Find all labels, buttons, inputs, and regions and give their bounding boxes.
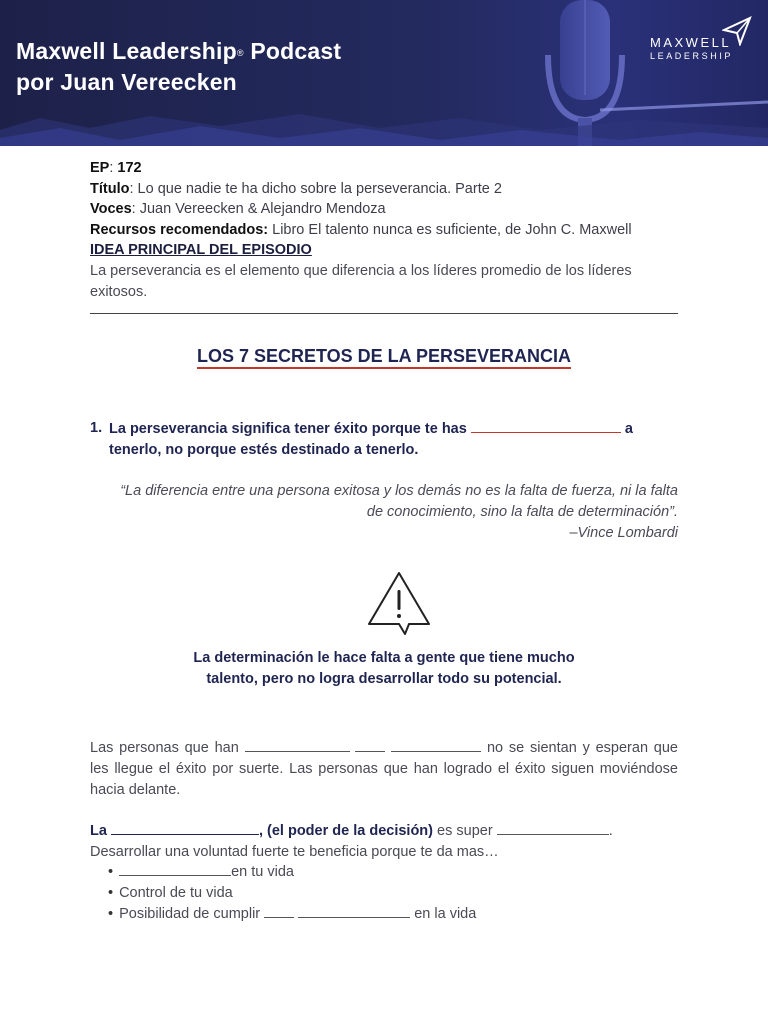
main-idea-heading: IDEA PRINCIPAL DEL EPISODIO — [90, 242, 312, 258]
fill-blank[interactable] — [471, 418, 621, 433]
fill-blank[interactable] — [497, 821, 609, 835]
recommended-resources: Recursos recomendados: Libro El talento nunca es suficiente, de John C. Maxwell — [90, 221, 632, 238]
lombardi-quote: “La diferencia entre una persona exitosa y los demás no es la falta de fuerza, ni la falta de conocimiento, sino la falta de determinación”. –Vince Lombardi — [120, 483, 678, 541]
secret-1: 1. La perseverancia significa tener éxito porque te has a tenerlo, no porque estés destinado a tenerlo. — [90, 420, 633, 458]
fill-blank[interactable] — [245, 738, 350, 752]
benefits-list — [108, 862, 476, 925]
fill-blank[interactable] — [391, 738, 481, 752]
paragraph-persons: Las personas que han no se sientan y esperan que les llegue el éxito por suerte. Las personas que han logrado el éxito siguen moviéndose hacia delante. — [90, 740, 678, 798]
podcast-title: Maxwell Leadership® Podcast por Juan Vereecken — [16, 38, 342, 95]
episode-info — [90, 158, 678, 314]
paragraph-decision: La , (el poder de la decisión) es super . Desarrollar una voluntad fuerte te beneficia porque te da mas… — [90, 821, 678, 863]
maxwell-leadership-logo: MAXWELL LEADERSHIP — [650, 35, 734, 61]
section-title: LOS 7 SECRETOS DE LA PERSEVERANCIA — [0, 346, 768, 367]
episode-number: EP: 172 — [90, 160, 142, 176]
main-idea-text: La perseverancia es el elemento que diferencia a los líderes promedio de los líderes exitosos. — [90, 263, 632, 300]
fill-blank[interactable] — [111, 821, 259, 835]
header-banner — [0, 0, 768, 146]
list-item: • Control de tu vida — [108, 883, 476, 904]
warning-triangle-icon — [367, 570, 431, 638]
benefits-intro: Desarrollar una voluntad fuerte te beneficia porque te da mas… — [90, 844, 499, 860]
divider — [90, 313, 678, 314]
fill-blank[interactable] — [119, 862, 231, 876]
list-item: • Posibilidad de cumplir en la vida — [108, 904, 476, 925]
fill-blank[interactable] — [264, 904, 294, 918]
episode-title: Título: Lo que nadie te ha dicho sobre la perseverancia. Parte 2 — [90, 180, 502, 197]
determination-callout: La determinación le hace falta a gente que tiene mucho talento, pero no logra desarrollar todo su potencial. — [193, 650, 575, 687]
episode-voices: Voces: Juan Vereecken & Alejandro Mendoza — [90, 201, 386, 217]
fill-blank[interactable] — [355, 738, 385, 752]
fill-blank[interactable] — [298, 904, 410, 918]
list-item: • en tu vida — [108, 862, 476, 883]
